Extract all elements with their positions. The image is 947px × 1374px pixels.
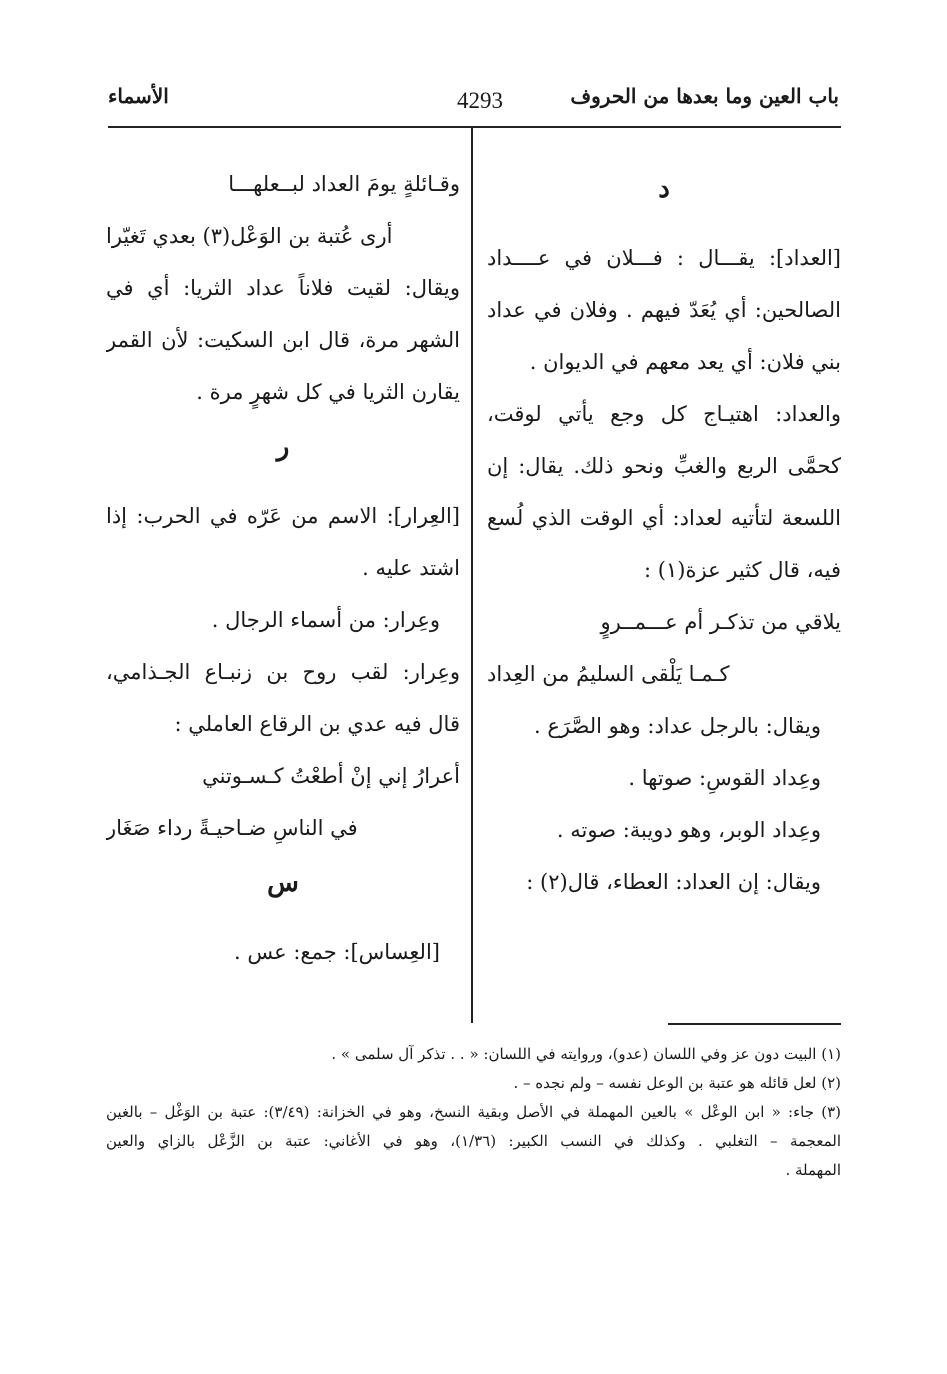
verse-line: في الناسِ ضـاحيـةً رداء صَغَار — [106, 816, 358, 840]
text-line: والعداد: اهتيـاج كل وجع يأتي لوقت، — [487, 402, 841, 426]
header-rule — [108, 126, 841, 128]
text-line: قال فيه عدي بن الرقاع العاملي : — [174, 712, 460, 736]
text-line: فيه، قال كثير عزة(١) : — [644, 558, 841, 582]
footnotes — [106, 1040, 841, 1185]
text-line: بني فلان: أي يعد معهم في الديوان . — [529, 350, 841, 374]
section-header-left: الأسماء — [108, 84, 169, 108]
letter-heading: س — [267, 868, 299, 898]
text-line: ويقال: لقيت فلاناً عداد الثريا: أي في — [106, 276, 460, 300]
footnote-line: (١) البيت دون عز وفي اللسان (عدو)، وروايته في اللسان: « . . تذكر آل سلمى » . — [331, 1045, 841, 1063]
verse-line: وقـائلةٍ يومَ العداد لبــعلهـــا — [228, 172, 460, 196]
right-column — [487, 160, 841, 908]
verse-line: يلاقي من تذكـر أم عـــمــروٍ — [600, 610, 841, 634]
text-line: الصالحين: أي يُعَدّ فيهم . وفلان في عداد — [487, 298, 841, 322]
page-number: 4293 — [457, 88, 503, 113]
text-line: ويقال: إن العداد: العطاء، قال(٢) : — [526, 870, 821, 894]
text-line: وعِرار: لقب روح بن زنبـاع الجـذامي، — [106, 660, 460, 684]
footnote-line: (٢) لعل قائله هو عتبة بن الوعل نفسه – ولم نجده – . — [513, 1074, 841, 1092]
text-line: كحمَّى الربع والغبِّ ونحو ذلك. يقال: إن — [487, 454, 841, 478]
letter-heading: د — [658, 174, 670, 204]
text-line: [العِرار]: الاسم من عَرّه في الحرب: إذا — [106, 504, 460, 528]
text-line: وعِداد القوسِ: صوتها . — [628, 766, 821, 790]
text-line: اللسعة لتأتيه لعداد: أي الوقت الذي لُسع — [487, 506, 841, 530]
text-line: وعِرار: من أسماء الرجال . — [211, 608, 440, 632]
footnote-line: المعجمة – التغلبي . وكذلك في النسب الكبير: (١/٣٦)، وهو في الأغاني: عتبة بن الزَّعْل بالزاي والعين — [106, 1132, 841, 1150]
text-line: ويقال: بالرجل عداد: وهو الصَّرَع . — [534, 714, 821, 738]
verse-line: أعرارُ إني إنْ أطعْتُ كـسـوتني — [202, 764, 460, 788]
text-line: يقارن الثريا في كل شهرٍ مرة . — [196, 380, 460, 404]
column-divider — [471, 128, 473, 1023]
letter-heading: ر — [276, 432, 290, 462]
text-line: وعِداد الوبر، وهو دويبة: صوته . — [556, 818, 821, 842]
verse-line: كـمـا يَلْقى السليمُ من العِداد — [487, 662, 730, 686]
left-column — [106, 158, 460, 978]
footnote-line: (٣) جاء: « ابن الوعْل » بالعين المهملة في الأصل وبقية النسخ، وهو في الخزانة: (٣/٤٩): عتبة بن الوَغْل – بالغين — [106, 1103, 841, 1121]
footnote-line: المهملة . — [785, 1161, 841, 1179]
verse-line: أرى عُتبة بن الوَعْل(٣) بعدي تَغيّرا — [106, 224, 393, 248]
text-line: اشتد عليه . — [362, 556, 460, 580]
spacer — [106, 476, 460, 490]
text-line: [العداد]: يقـــال : فـــلان في عــــداد — [487, 246, 841, 270]
text-line: الشهر مرة، قال ابن السكيت: لأن القمر — [106, 328, 460, 352]
footnote-rule — [668, 1023, 841, 1025]
text-line: [العِساس]: جمع: عس . — [234, 940, 440, 964]
chapter-header-right: باب العين وما بعدها من الحروف — [570, 84, 839, 108]
spacer — [487, 218, 841, 232]
spacer — [106, 912, 460, 926]
